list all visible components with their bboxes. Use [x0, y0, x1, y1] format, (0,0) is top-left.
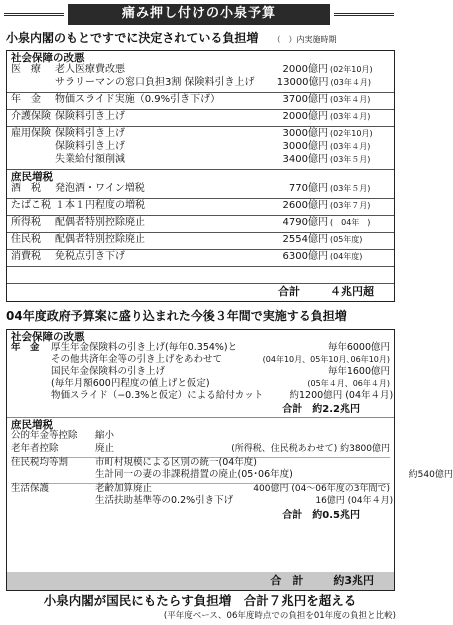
subtotal-2-label: 合計 [282, 510, 303, 522]
section2-subtotal-1 [11, 403, 390, 417]
row-amt: 3000億円 [282, 128, 328, 140]
row-amt: 4790億円 [282, 217, 328, 229]
section1-table [6, 50, 395, 302]
row-desc: 配偶者特別控除廃止 [55, 234, 145, 246]
pension-desc: 厚生年金保険料の引き上げ(毎年0.354%)と [51, 342, 238, 354]
row-when: ( 04年 ) [330, 218, 371, 228]
row-when: (05年度) [330, 235, 363, 245]
row-when: (03年７月) [330, 201, 371, 211]
pension-desc: 国民年金保険料の引き上げ [51, 366, 166, 378]
tax-row [11, 431, 390, 444]
section1-total [7, 283, 394, 301]
row-cat: 所得税 [11, 217, 41, 229]
row-when: (03年５月) [330, 155, 371, 165]
burden-row [11, 141, 390, 154]
tax-row [11, 495, 394, 509]
row-desc: 発泡酒・ワイン増税 [55, 183, 145, 195]
pension-desc: (毎年月額600円程度の値上げと仮定) [51, 378, 210, 390]
row-amt: 2000億円 [282, 64, 328, 76]
tax-desc: 老齢加算廃止 [95, 483, 153, 495]
row-desc: 保険料引き上げ [55, 141, 125, 153]
row-when: (03年４月) [330, 112, 371, 122]
burden-row [11, 94, 390, 107]
pension-desc: 物価スライド（−0.3%と仮定）による給付カット [51, 390, 264, 402]
tax-cat: 住民税均等割 [11, 457, 69, 469]
row-when: (03年４月) [330, 95, 371, 105]
group-name: 社会保障の改悪 [11, 52, 85, 64]
row-cat: 住民税 [11, 234, 41, 246]
section1-total-value: ４兆円超 [330, 285, 374, 299]
row-when: (03年４月) [330, 142, 371, 152]
row-when: (04年度) [330, 252, 363, 262]
row-desc: 物価スライド実施（0.9%引き下げ） [55, 94, 221, 106]
burden-row [11, 154, 390, 167]
row-desc: サラリーマンの窓口負担3割 保険料引き上げ [55, 77, 255, 89]
tax-amount: 約540億円 [408, 470, 453, 481]
burden-row [11, 183, 390, 196]
row-desc: 配偶者特別控除廃止 [55, 217, 145, 229]
pension-desc: その他共済年金等の引き上げをあわせて [51, 354, 223, 366]
pension-amount: 約1200億円 (04年４月) [289, 390, 394, 402]
tax-row [11, 444, 390, 457]
section1-group [7, 127, 394, 170]
row-desc: 免税点引き下げ [55, 251, 125, 263]
tax-desc: 廃止 [95, 443, 115, 455]
row-desc: 失業給付額削減 [55, 154, 125, 166]
section2-group-social: 社会保障の改悪 [11, 331, 85, 343]
section2-grand-total [7, 572, 394, 590]
pension-amount: 毎年6000億円 [327, 342, 390, 354]
section2-heading: 04年度政府予算案に盛り込まれた今後３年間で実施する負担増 [6, 309, 347, 323]
pension-amount: (05年４月、06年４月) [307, 379, 390, 389]
row-amt: 2554億円 [282, 234, 328, 246]
row-amt: 13000億円 [276, 77, 329, 89]
tax-cat: 公的年金等控除 [11, 430, 78, 442]
burden-row [11, 77, 390, 90]
section1-group [7, 250, 394, 267]
tax-cat: 生活保護 [11, 483, 50, 495]
section2-total-label: 合 計 [270, 573, 304, 587]
burden-row [11, 128, 390, 141]
burden-row [11, 111, 390, 124]
section1-group [7, 93, 394, 110]
pension-cat: 年 金 [11, 342, 40, 354]
row-amt: 3700億円 [282, 94, 328, 106]
tax-desc: 生計同一の妻の非課税措置の廃止(05･06年度) [95, 469, 293, 481]
burden-row [11, 64, 390, 77]
section1-heading [6, 32, 337, 46]
section1-group [7, 170, 394, 199]
row-desc: 保険料引き上げ [55, 111, 125, 123]
tax-amount: (所得税、住民税あわせて) 約3800億円 [231, 444, 390, 455]
article-title: 痛み押し付けの小泉予算 [68, 4, 330, 25]
tax-desc: 市町村規模による区別の統一(04年度) [95, 457, 258, 469]
section2-subtotal-2 [11, 509, 390, 523]
row-cat: 年 金 [11, 94, 41, 106]
pension-row [11, 390, 394, 403]
row-cat: 介護保険 [11, 111, 51, 123]
subtotal-1-value: 約2.2兆円 [312, 404, 360, 416]
tax-row [11, 469, 453, 483]
row-desc: 保険料引き上げ [55, 128, 125, 140]
row-amt: 6300億円 [282, 251, 328, 263]
row-desc: 老人医療費改悪 [55, 64, 125, 76]
row-amt: 2600億円 [282, 200, 328, 212]
tax-desc: 生活扶助基準等の0.2%引き下げ [95, 495, 234, 507]
row-when: (02年10月) [330, 65, 373, 75]
section1-group [7, 51, 394, 93]
row-amt: 3400億円 [282, 154, 328, 166]
row-when: (03年５月) [330, 184, 371, 194]
section1-total-label: 合計 [278, 285, 300, 299]
section1-heading-text: 小泉内閣のもとですでに決定されている負担増 [6, 31, 259, 45]
burden-row [11, 200, 390, 213]
row-amt: 770億円 [288, 183, 328, 195]
pension-rows [11, 342, 394, 403]
row-amt: 2000億円 [282, 111, 328, 123]
footer-note: (平年度ベース、06年度時点での負担を01年度の負担と比較) [163, 611, 396, 621]
section2-table [6, 329, 453, 591]
subtotal-1-label: 合計 [282, 404, 303, 416]
section1-group [7, 216, 394, 233]
tax-cat: 老年者控除 [11, 443, 59, 455]
row-cat: 消費税 [11, 251, 41, 263]
section1-group [7, 199, 394, 216]
pension-amount: 毎年1600億円 [327, 366, 390, 378]
row-cat: 雇用保険 [11, 128, 51, 140]
tax-amount: 16億円 (04年４月) [315, 496, 394, 507]
burden-row [11, 251, 390, 264]
burden-row [11, 234, 390, 247]
row-when: (02年10月) [330, 129, 373, 139]
group-name: 庶民増税 [11, 171, 53, 184]
section1-group [7, 233, 394, 250]
tax-desc: 縮小 [95, 430, 115, 442]
section1-group [7, 110, 394, 127]
row-cat: たばこ税 [11, 200, 51, 212]
row-when: (03年４月) [330, 78, 371, 88]
row-cat: 医 療 [11, 64, 41, 76]
tax-amount: 400億円 (04〜06年度の3年間で) [253, 484, 390, 495]
footer-title: 小泉内閣が国民にもたらす負担増 合計７兆円を超える [43, 593, 357, 608]
burden-row [11, 217, 390, 230]
row-cat: 酒 税 [11, 183, 41, 195]
pension-amount: (04年10月、05年10月､06年10月) [262, 355, 390, 365]
subtotal-2-value: 約0.5兆円 [312, 510, 360, 522]
section1-note: （ ）内実施時期 [272, 35, 337, 44]
section2-total-value: 約3兆円 [333, 573, 374, 587]
row-desc: １本１円程度の増税 [55, 200, 145, 212]
section2-group-tax: 庶民増税 [11, 419, 53, 432]
tax-rows [11, 430, 453, 509]
row-amt: 3000億円 [282, 141, 328, 153]
